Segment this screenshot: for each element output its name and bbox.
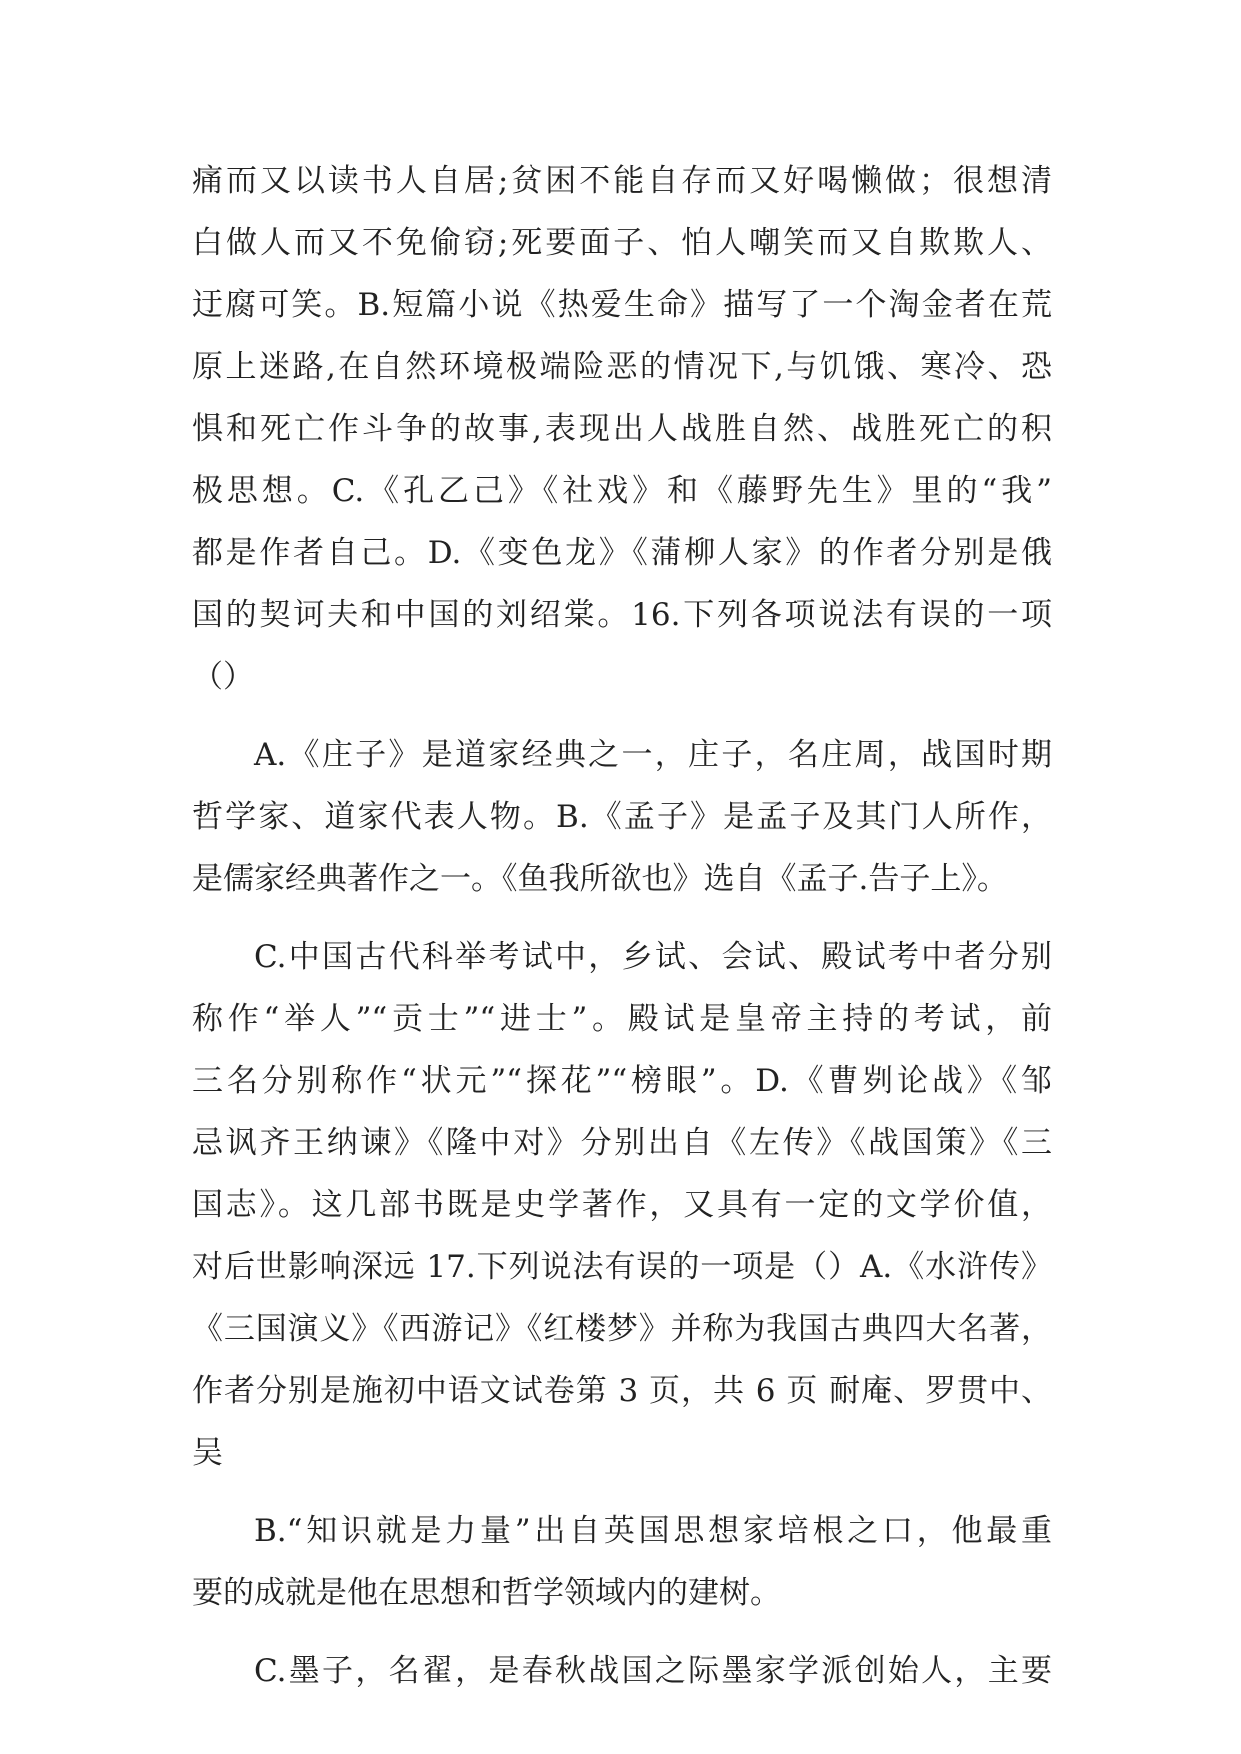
text-line: 对后世影响深远 17.下列说法有误的一项是（）A.《水浒传》 [192, 1249, 1052, 1285]
text-line: C.墨子，名翟，是春秋战国之际墨家学派创始人，主要 [254, 1653, 1052, 1689]
paragraph-gap [192, 1624, 1052, 1640]
text-line: 吴 [192, 1435, 223, 1471]
text-line: 《三国演义》《西游记》《红楼梦》并称为我国古典四大名著， [192, 1311, 1052, 1347]
text-line: 国的契诃夫和中国的刘绍棠。16.下列各项说法有误的一项 [192, 597, 1052, 633]
text-line: 白做人而又不免偷窃;死要面子、怕人嘲笑而又自欺欺人、 [192, 225, 1052, 261]
text-line: 三名分别称作“状元”“探花”“榜眼”。D.《曹刿论战》《邹 [192, 1063, 1052, 1099]
text-line: 惧和死亡作斗争的故事,表现出人战胜自然、战胜死亡的积 [192, 411, 1052, 447]
text-line: 哲学家、道家代表人物。B.《孟子》是孟子及其门人所作， [192, 799, 1052, 835]
text-line: 作者分别是施初中语文试卷第 3 页，共 6 页 耐庵、罗贯中、 [192, 1373, 1052, 1409]
text-line: 原上迷路,在自然环境极端险恶的情况下,与饥饿、寒冷、恐 [192, 349, 1052, 385]
body-text [192, 150, 1052, 1702]
text-line: C.中国古代科举考试中，乡试、会试、殿试考中者分别 [254, 939, 1052, 975]
text-line: 要的成就是他在思想和哲学领域内的建树。 [192, 1575, 781, 1611]
paragraph-gap [192, 708, 1052, 724]
text-line: A.《庄子》是道家经典之一，庄子，名庄周，战国时期 [254, 737, 1052, 773]
text-line: 痛而又以读书人自居;贫困不能自存而又好喝懒做；很想清 [192, 163, 1052, 199]
text-line: （） [192, 659, 254, 695]
paragraph-gap [192, 910, 1052, 926]
text-line: 都是作者自己。D.《变色龙》《蒲柳人家》的作者分别是俄 [192, 535, 1052, 571]
text-line: 称作“举人”“贡士”“进士”。殿试是皇帝主持的考试，前 [192, 1001, 1052, 1037]
text-line: 忌讽齐王纳谏》《隆中对》分别出自《左传》《战国策》《三 [192, 1125, 1052, 1161]
text-line: 极思想。C.《孔乙己》《社戏》和《藤野先生》里的“我” [192, 473, 1052, 509]
text-line: 是儒家经典著作之一。《鱼我所欲也》选自《孟子.告子上》。 [192, 861, 1008, 897]
text-line: 国志》。这几部书既是史学著作，又具有一定的文学价值， [192, 1187, 1052, 1223]
text-line: B.“知识就是力量”出自英国思想家培根之口，他最重 [254, 1513, 1052, 1549]
paragraph-gap [192, 1484, 1052, 1500]
text-line: 迂腐可笑。B.短篇小说《热爱生命》描写了一个淘金者在荒 [192, 287, 1052, 323]
